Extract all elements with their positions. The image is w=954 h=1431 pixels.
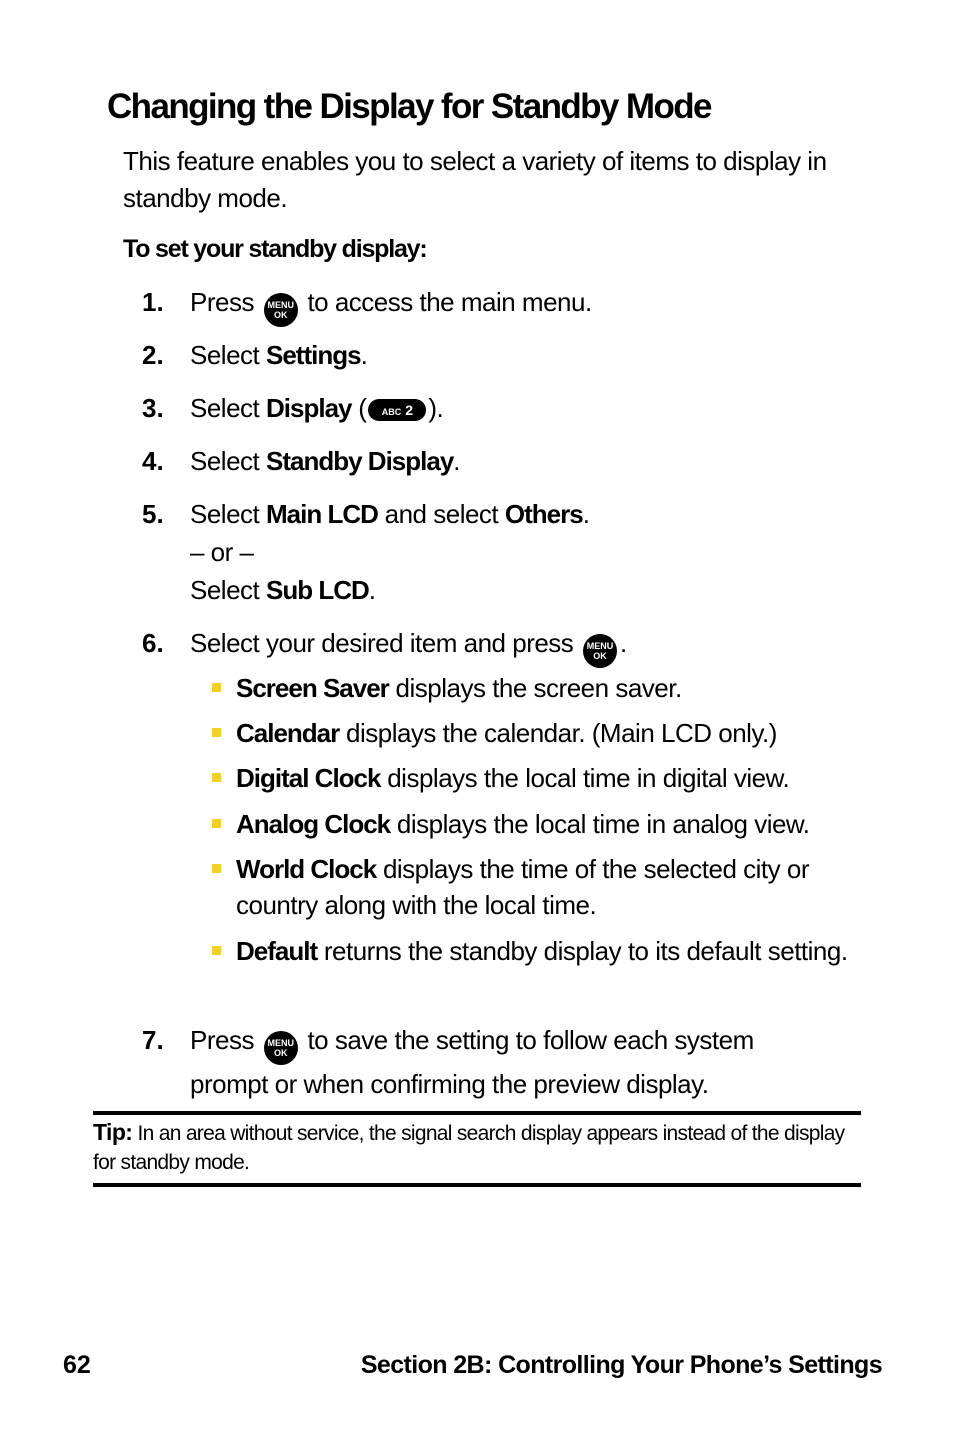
menu-option-main-lcd: Main LCD — [266, 499, 378, 529]
step-text: ( — [351, 393, 367, 423]
step-text: . — [582, 499, 590, 529]
step-text: . — [620, 628, 627, 658]
option-name: Digital Clock — [236, 763, 381, 793]
step-text: Press — [190, 1025, 254, 1055]
menu-option-standby-display: Standby Display — [266, 446, 454, 476]
option-name: World Clock — [236, 854, 377, 884]
tip-bottom-rule — [93, 1183, 861, 1187]
bullet-square-icon — [212, 819, 221, 828]
step-text: to save the setting to follow each system — [307, 1025, 754, 1055]
option-description: displays the calendar. (Main LCD only.) — [346, 718, 777, 748]
step-text: . — [368, 575, 376, 605]
tip-text: In an area without service, the signal search display appears instead of the display for standby mode. — [93, 1122, 845, 1174]
page-number: 62 — [63, 1351, 91, 1379]
step-number: 3. — [142, 393, 164, 423]
step-text: ). — [428, 393, 444, 423]
intro-paragraph: This feature enables you to select a variety of items to display in standby mode. — [123, 146, 827, 213]
step-text: Select your desired item and press — [190, 628, 574, 658]
step-text: prompt or when confirming the preview display. — [190, 1069, 709, 1099]
step-text: . — [453, 446, 461, 476]
step-text: Select — [190, 499, 260, 529]
option-name: Screen Saver — [236, 673, 389, 703]
bullet-square-icon — [212, 683, 221, 692]
option-name: Calendar — [236, 718, 340, 748]
step-text: Select — [190, 340, 260, 370]
step-text: . — [360, 340, 368, 370]
tip-box — [93, 1118, 861, 1177]
step-text: Select — [190, 575, 260, 605]
or-separator: – or – — [190, 537, 254, 567]
option-description: displays the local time in digital view. — [387, 763, 790, 793]
menu-option-display: Display — [266, 393, 352, 423]
menu-ok-key-icon: MENU OK — [583, 634, 617, 668]
step-text: Select — [190, 393, 260, 423]
procedure-heading: To set your standby display: — [123, 235, 427, 263]
abc-2-key-icon: ABC 2 — [368, 399, 426, 421]
bullet-square-icon — [212, 946, 221, 955]
bullet-square-icon — [212, 773, 221, 782]
tip-top-rule — [93, 1111, 861, 1115]
bullet-square-icon — [212, 864, 221, 873]
option-description: displays the local time in analog view. — [396, 809, 810, 839]
step-text: Select — [190, 446, 260, 476]
step-number: 4. — [142, 446, 164, 476]
menu-option-sub-lcd: Sub LCD — [266, 575, 369, 605]
step-text: and select — [384, 499, 499, 529]
bullet-square-icon — [212, 728, 221, 737]
section-title: Section 2B: Controlling Your Phone’s Settings — [360, 1351, 882, 1379]
step-number: 5. — [142, 499, 164, 529]
option-description: displays the screen saver. — [395, 673, 682, 703]
option-name: Analog Clock — [236, 809, 391, 839]
menu-ok-key-icon: MENU OK — [264, 293, 298, 327]
step-text: Press — [190, 287, 254, 317]
menu-ok-key-icon: MENU OK — [264, 1031, 298, 1065]
step-number: 1. — [142, 287, 164, 317]
step-number: 2. — [142, 340, 164, 370]
menu-option-settings: Settings — [266, 340, 361, 370]
menu-option-others: Others — [504, 499, 583, 529]
option-description: returns the standby display to its default setting. — [323, 936, 848, 966]
step-number: 7. — [142, 1025, 164, 1055]
page-title: Changing the Display for Standby Mode — [107, 87, 711, 126]
option-name: Default — [236, 936, 318, 966]
step-number: 6. — [142, 628, 164, 658]
option-description: displays the time of the selected city or country along with the local time. — [236, 854, 809, 920]
step-text: to access the main menu. — [307, 287, 592, 317]
tip-label: Tip: — [93, 1119, 133, 1145]
